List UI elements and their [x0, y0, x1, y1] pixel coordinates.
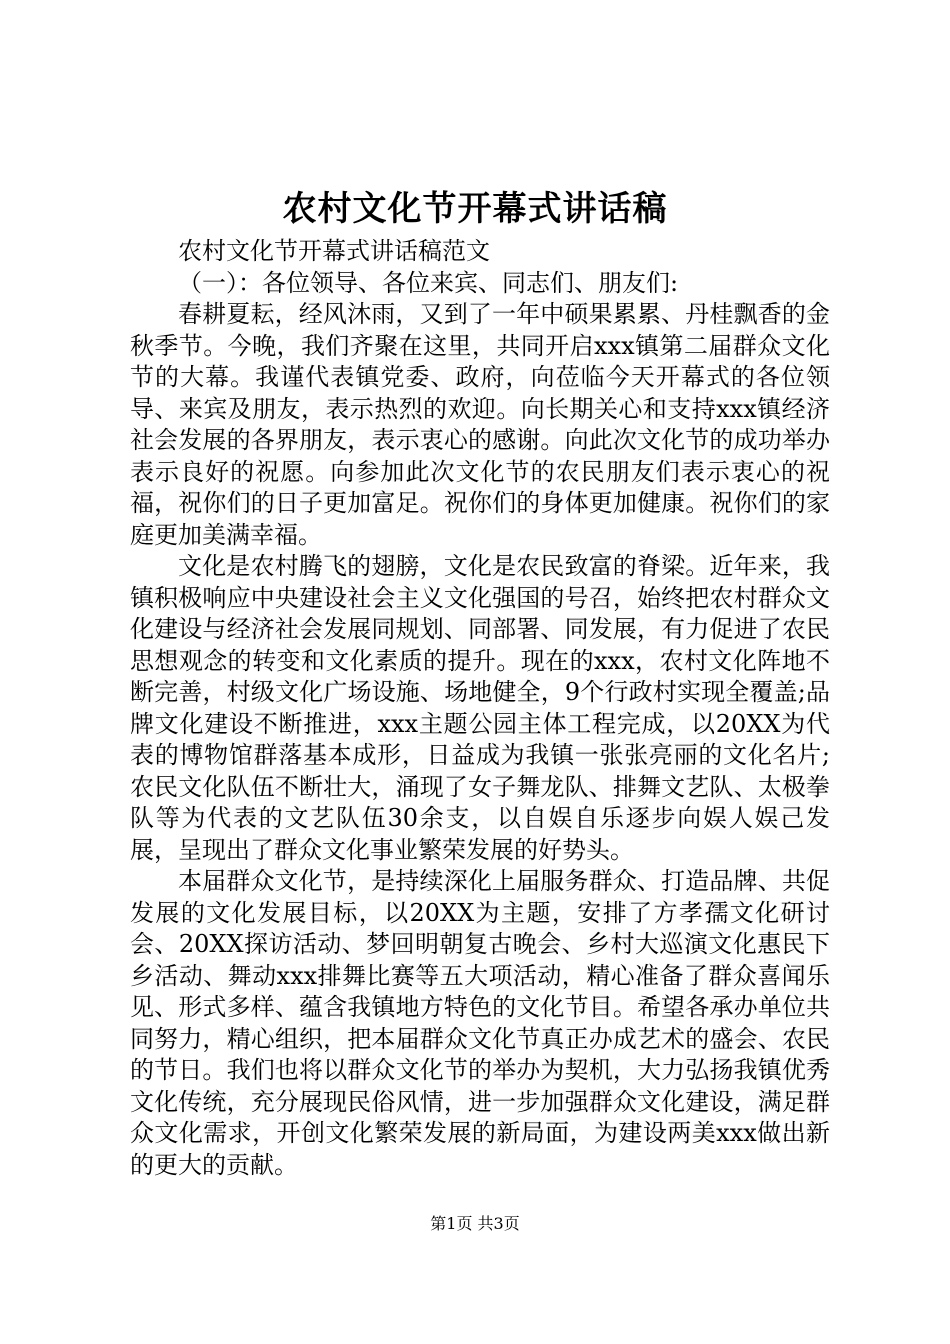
- paragraph-1: 春耕夏耘，经风沐雨，又到了一年中硕果累累、丹桂飘香的金秋季节。今晚，我们齐聚在这里，共同开启xxx镇第二届群众文化节的大幕。我谨代表镇党委、政府，向莅临今天开幕式的各位领导、来宾及朋友，表示热烈的欢迎。向长期关心和支持xxx镇经济社会发展的各界朋友，表示衷心的感谢。向此次文化节的成功举办表示良好的祝愿。向参加此次文化节的农民朋友们表示衷心的祝福，祝你们的日子更加富足。祝你们的身体更加健康。祝你们的家庭更加美满幸福。: [130, 300, 830, 549]
- paragraph-3: 本届群众文化节，是持续深化上届服务群众、打造品牌、共促发展的文化发展目标，以20XX为主题，安排了方孝孺文化研讨会、20XX探访活动、梦回明朝复古晚会、乡村大巡演文化惠民下乡活动、舞动xxx排舞比赛等五大项活动，精心准备了群众喜闻乐见、形式多样、蕴含我镇地方特色的文化节目。希望各承办单位共同努力，精心组织，把本届群众文化节真正办成艺术的盛会、农民的节日。我们也将以群众文化节的举办为契机，大力弘扬我镇优秀文化传统，充分展现民俗风情，进一步加强群众文化建设，满足群众文化需求，开创文化繁荣发展的新局面，为建设两美xxx做出新的更大的贡献。: [130, 867, 830, 1179]
- document-subtitle: 农村文化节开幕式讲话稿范文: [178, 237, 490, 265]
- salutation: （一）：各位领导、各位来宾、同志们、朋友们:: [178, 268, 679, 297]
- document-title: 农村文化节开幕式讲话稿: [282, 189, 668, 229]
- page-footer: 第1页 共3页: [430, 1214, 520, 1233]
- document-body: [130, 236, 830, 1181]
- paragraph-2: 文化是农村腾飞的翅膀，文化是农民致富的脊梁。近年来，我镇积极响应中央建设社会主义文化强国的号召，始终把农村群众文化建设与经济社会发展同规划、同部署、同发展，有力促进了农民思想观念的转变和文化素质的提升。现在的xxx，农村文化阵地不断完善，村级文化广场设施、场地健全，9个行政村实现全覆盖;品牌文化建设不断推进，xxx主题公园主体工程完成，以20XX为代表的博物馆群落基本成形，日益成为我镇一张张亮丽的文化名片;农民文化队伍不断壮大，涌现了女子舞龙队、排舞文艺队、太极拳队等为代表的文艺队伍30余支，以自娱自乐逐步向娱人娱己发展，呈现出了群众文化事业繁荣发展的好势头。: [130, 552, 830, 864]
